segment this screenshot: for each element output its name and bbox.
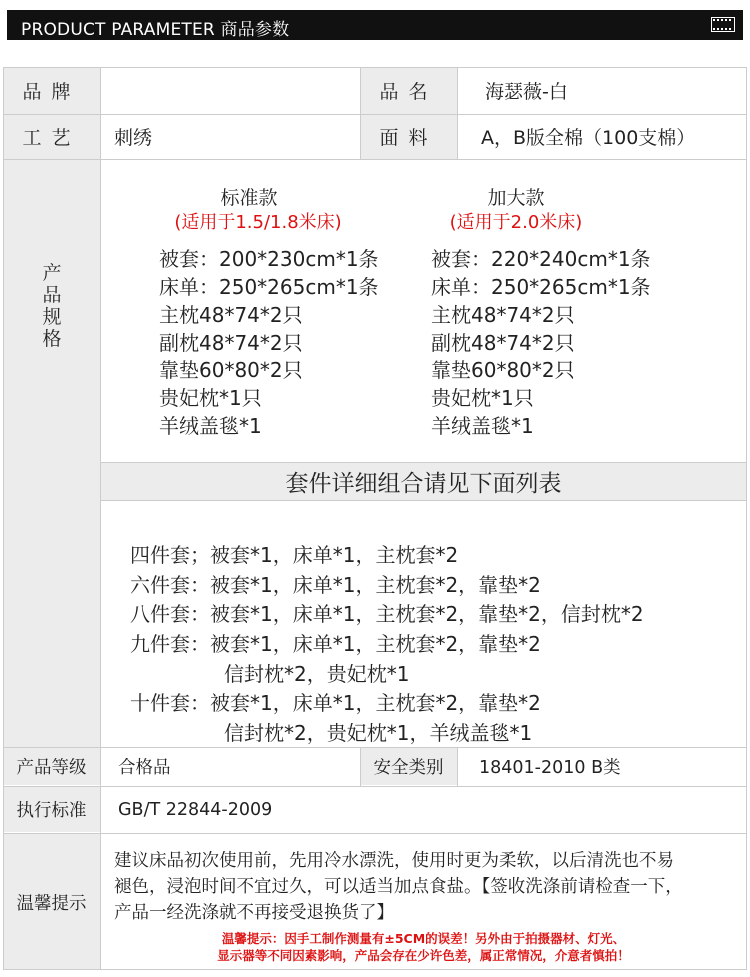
tips-line: 褪色，浸泡时间不宜过久，可以适当加点食盐。【签收洗涤前请检查一下，	[114, 877, 683, 897]
safety-label: 安全类别	[360, 747, 457, 785]
header-title: PRODUCT PARAMETER 商品参数	[21, 20, 290, 40]
large-line: 主枕48*74*2只	[431, 303, 575, 327]
tips-line: 建议床品初次使用前，先用冷水漂洗，使用时更为柔软，以后清洗也不易	[114, 851, 674, 871]
warning-line: 显示器等不同因素影响，产品会存在少许色差，属正常情况，介意者慎拍！	[217, 948, 630, 963]
combo-line: 八件套：被套*1，床单*1，主枕套*2，靠垫*2，信封枕*2	[130, 602, 644, 626]
combo-line: 四件套；被套*1，床单*1，主枕套*2	[130, 543, 459, 567]
standard-line: 主枕48*74*2只	[159, 303, 303, 327]
divider	[360, 747, 361, 786]
name-value: 海瑟薇-白	[485, 81, 568, 103]
craft-value: 刺绣	[114, 127, 153, 149]
combo-line: 信封枕*2，贵妃枕*1，羊绒盖毯*1	[224, 721, 533, 745]
name-label: 品名	[360, 67, 457, 114]
standard-line: 被套：200*230cm*1条	[159, 247, 379, 271]
large-title: 加大款	[487, 187, 545, 209]
combo-title: 套件详细组合请见下面列表	[100, 462, 747, 500]
standard-subtitle: (适用于1.5/1.8米床)	[174, 212, 342, 233]
divider	[746, 67, 747, 970]
large-line: 被套：220*240cm*1条	[431, 247, 651, 271]
standard-line: 靠垫60*80*2只	[159, 358, 303, 382]
tips-line: 产品一经洗涤就不再接受退换货了】	[114, 903, 394, 923]
standard-label: 执行标准	[3, 787, 100, 832]
fabric-label: 面料	[360, 114, 457, 159]
combo-line: 十件套：被套*1，床单*1，主枕套*2，靠垫*2	[130, 691, 541, 715]
film-strip-icon	[711, 17, 735, 32]
divider	[3, 114, 747, 115]
divider	[100, 462, 747, 463]
large-line: 床单：250*265cm*1条	[431, 275, 651, 299]
divider	[3, 969, 747, 970]
combo-line: 九件套：被套*1，床单*1，主枕套*2，靠垫*2	[130, 632, 541, 656]
safety-value: 18401-2010 B类	[479, 757, 621, 778]
divider	[3, 747, 747, 748]
divider	[3, 786, 747, 787]
divider	[457, 747, 458, 786]
standard-line: 副枕48*74*2只	[159, 331, 303, 355]
standard-line: 床单：250*265cm*1条	[159, 275, 379, 299]
spec-label: 产品规格	[42, 262, 62, 350]
fabric-value: A，B版全棉（100支棉）	[481, 127, 696, 149]
large-line: 贵妃枕*1只	[431, 386, 534, 410]
divider	[3, 833, 747, 834]
divider	[100, 67, 101, 970]
divider	[360, 67, 361, 159]
large-line: 副枕48*74*2只	[431, 331, 575, 355]
standard-line: 贵妃枕*1只	[159, 386, 262, 410]
large-subtitle: (适用于2.0米床)	[449, 212, 583, 233]
brand-value	[100, 67, 360, 114]
large-line: 羊绒盖毯*1	[431, 414, 534, 438]
divider	[3, 159, 747, 160]
divider	[100, 500, 747, 501]
divider	[3, 67, 747, 68]
brand-label: 品牌	[3, 67, 100, 114]
parameter-table	[3, 67, 747, 970]
combo-line: 六件套：被套*1，床单*1，主枕套*2，靠垫*2	[130, 573, 541, 597]
standard-line: 羊绒盖毯*1	[159, 414, 262, 438]
craft-label: 工艺	[3, 114, 100, 159]
divider	[3, 67, 4, 970]
combo-line: 信封枕*2，贵妃枕*1	[224, 662, 410, 686]
standard-title: 标准款	[220, 187, 278, 209]
grade-label: 产品等级	[3, 747, 100, 785]
grade-value: 合格品	[118, 757, 171, 778]
warning-line: 温馨提示：因手工制作测量有±5CM的误差！另外由于拍摄器材、灯光、	[221, 931, 626, 946]
large-line: 靠垫60*80*2只	[431, 358, 575, 382]
standard-value: GB/T 22844-2009	[118, 799, 273, 820]
tips-label: 温馨提示	[3, 834, 100, 970]
spec-label-column	[3, 159, 100, 747]
header-bar	[7, 10, 743, 40]
divider	[457, 67, 458, 159]
